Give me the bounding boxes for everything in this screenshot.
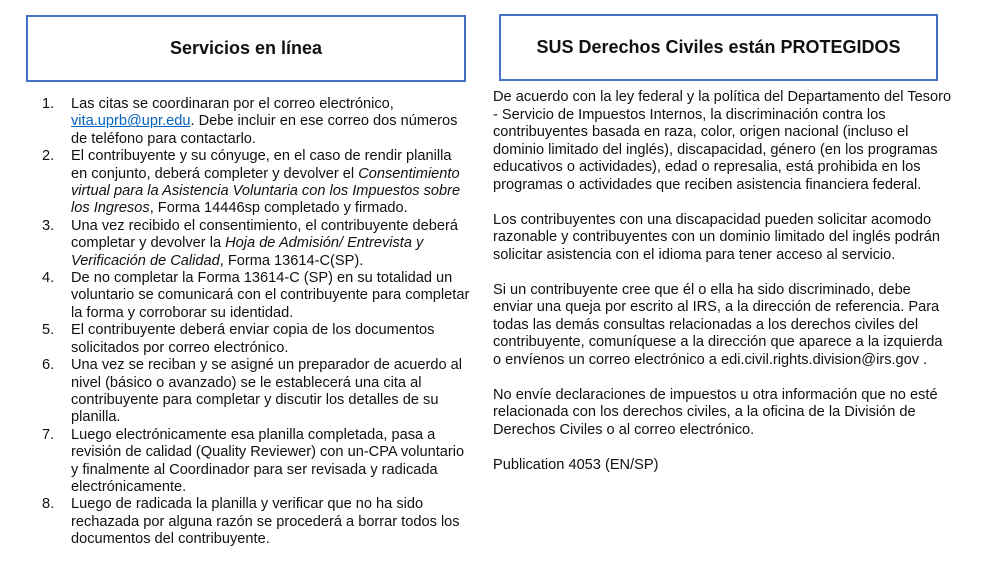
civil-rights-paragraph-3: Si un contribuyente cree que él o ella ha sido discriminado, debe enviar una queja por escrito al IRS, a la dirección de referencia. Para todas las demás consultas relacionadas a los derechos civiles del contribuyente, comuníquese a la dirección que aparece a la izquierda o envíenos un correo electrónico a edi.civil.rights.division@irs.gov . — [493, 281, 943, 368]
list-item: 1. Las citas se coordinaran por el correo electrónico, vita.uprb@upr.edu. Debe incluir en ese correo dos números de teléfono para contactarlo. — [42, 96, 458, 147]
online-services-title: Servicios en línea — [169, 38, 323, 58]
list-item: 5. El contribuyente deberá enviar copia de los documentos solicitados por correo electrónico. — [42, 322, 435, 356]
email-link[interactable]: vita.uprb@upr.edu — [71, 113, 191, 130]
online-services-title-box — [26, 15, 466, 82]
civil-rights-paragraph-2: Los contribuyentes con una discapacidad pueden solicitar acomodo razonable y contribuyentes con un dominio limitado del inglés podrán solicitar asistencia con el idioma para tener acceso al servicio. — [493, 211, 941, 263]
civil-rights-paragraph-1: De acuerdo con la ley federal y la política del Departamento del Tesoro - Servicio de Impuestos Internos, la discriminación contra los contribuyentes basada en raza, color, origen nacional (incluso el dominio limitado del inglés), discapacidad, género (en los programas educativos o actividades), edad o represalia, está prohibida en los programas o actividades que reciben asistencia financiera federal. — [493, 89, 952, 193]
list-item: 8. Luego de radicada la planilla y verificar que no ha sido rechazada por alguna razón se procederá a borrar todos los documentos del contribuyente. — [42, 496, 460, 548]
civil-rights-title-box — [499, 14, 938, 81]
list-item: 2. El contribuyente y su cónyuge, en el caso de rendir planilla en conjunto, deberá completer y devolver el Consentimiento virtual para la Asistencia Voluntaria con los Impuestos sobre los Ingresos, Forma 14446sp completado y firmado. — [42, 148, 461, 217]
list-item: 3. Una vez recibido el consentimiento, el contribuyente deberá completar y devolver la Hoja de Admisión/ Entrevista y Verificación de Calidad, Forma 13614-C(SP). — [42, 217, 458, 269]
publication-number: Publication 4053 (EN/SP) — [493, 456, 659, 473]
list-item: 6. Una vez se reciban y se asigné un preparador de acuerdo al nivel (básico o avanzado) se le establecerá una cita al contribuyente para completar y discutir los detalles de su planilla. — [42, 357, 463, 426]
online-services-steps — [30, 96, 470, 549]
list-item: 4. De no completar la Forma 13614-C (SP) en su totalidad un voluntario se comunicará con el contribuyente para completar la forma y corroborar su identidad. — [42, 270, 470, 321]
list-item: 7. Luego electrónicamente esa planilla completada, pasa a revisión de calidad (Quality Reviewer) con un-CPA voluntario y finalmente al Coordinador para ser revisada y radicada electrónicamente. — [42, 426, 465, 495]
civil-rights-title: SUS Derechos Civiles están PROTEGIDOS — [536, 37, 901, 57]
civil-rights-paragraph-4: No envíe declaraciones de impuestos u otra información que no esté relacionada con los derechos civiles, a la oficina de la División de Derechos Civiles o al correo electrónico. — [493, 386, 938, 438]
civil-rights-body — [493, 89, 953, 492]
